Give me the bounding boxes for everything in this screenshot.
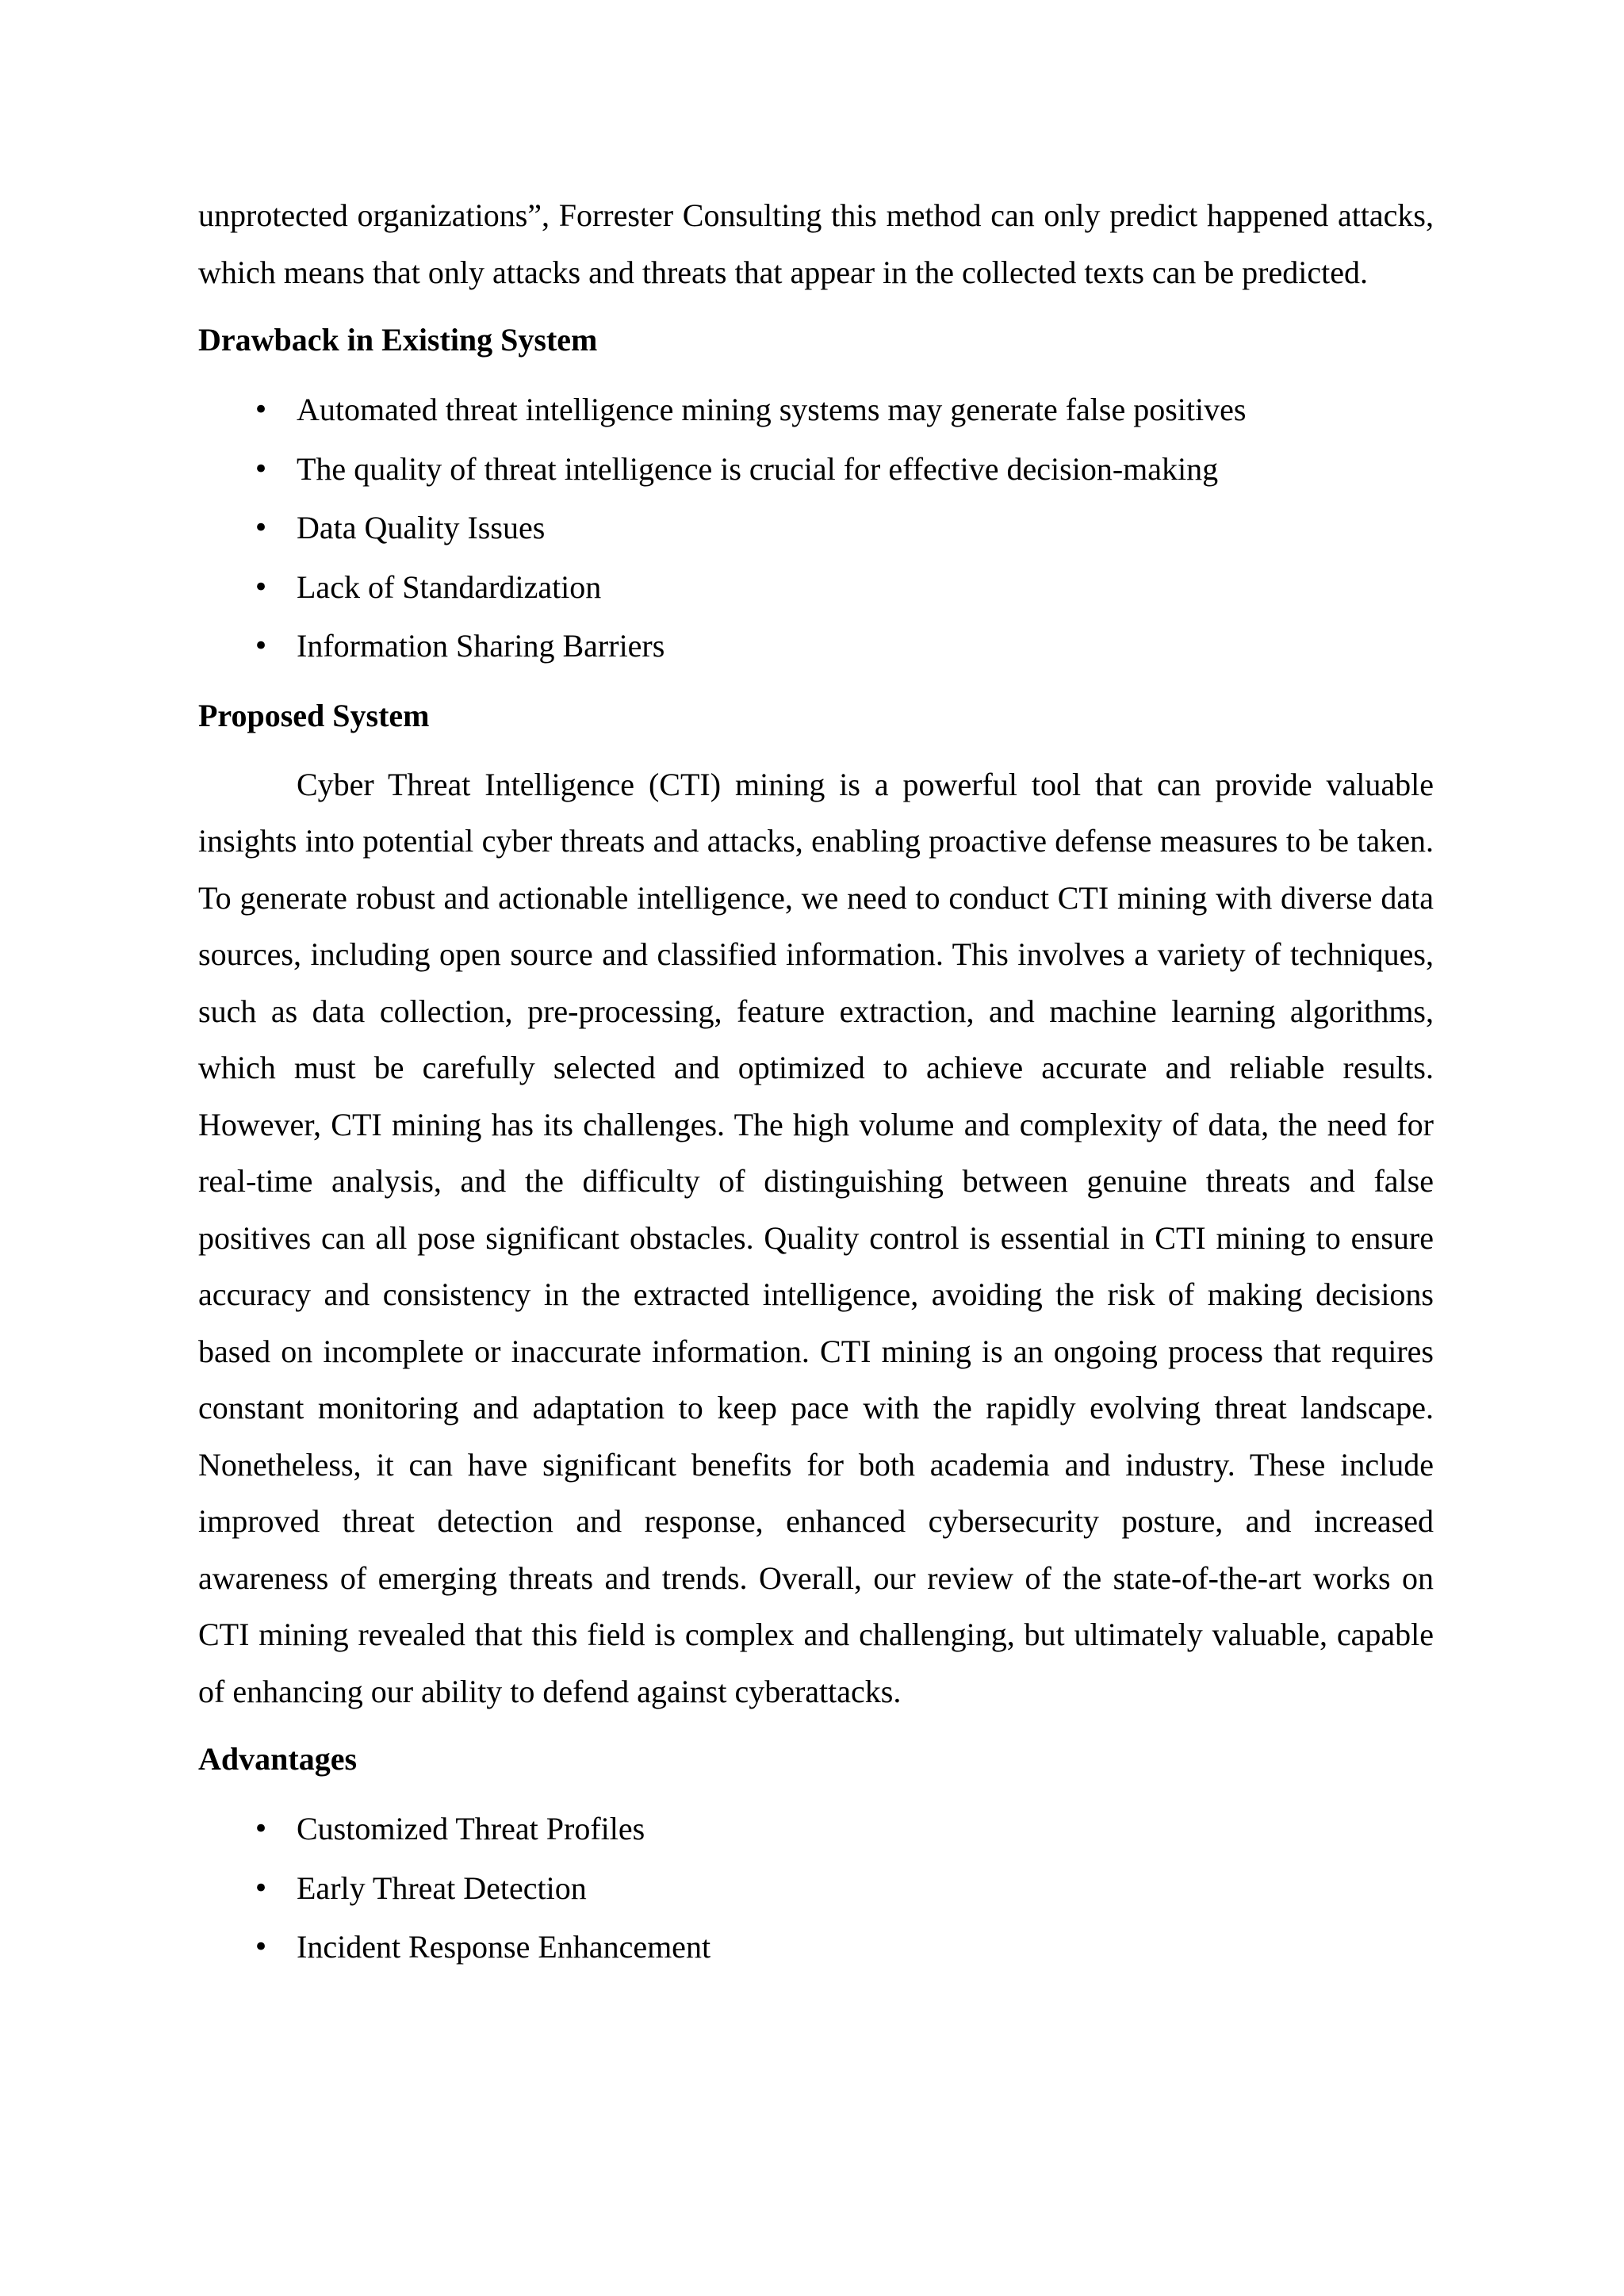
list-item-text: The quality of threat intelligence is crucial for effective decision-making	[297, 450, 1219, 487]
list-item	[198, 440, 1434, 499]
bullet-icon: •	[252, 630, 270, 662]
page-content	[198, 187, 1434, 1977]
bullet-icon: •	[252, 1931, 270, 1963]
bullet-icon: •	[252, 1872, 270, 1904]
drawback-list	[198, 381, 1434, 676]
list-item-text: Data Quality Issues	[297, 510, 546, 545]
bullet-icon: •	[252, 1813, 270, 1845]
list-item-text: Lack of Standardization	[297, 568, 602, 605]
list-item	[198, 1918, 1434, 1977]
list-item	[198, 499, 1434, 558]
drawback-heading: Drawback in Existing System	[198, 322, 598, 358]
list-item	[198, 1800, 1434, 1859]
proposed-heading: Proposed System	[198, 697, 430, 733]
bullet-icon: •	[252, 571, 270, 603]
list-item	[198, 558, 1434, 618]
bullet-icon: •	[252, 394, 270, 426]
list-item	[198, 1859, 1434, 1919]
list-item	[198, 381, 1434, 440]
proposed-paragraph: Cyber Threat Intelligence (CTI) mining is a powerful tool that can provide valuable insights into potential cyber threats and attacks, enabling proactive defense measures to be taken. To generate robust and actionable intelligence, we need to conduct CTI mining with diverse data sources, including open source and classified information. This involves a variety of techniques, such as data collection, pre-processing, feature extraction, and machine learning algorithms, which must be carefully selected and optimized to achieve accurate and reliable results. However, CTI mining has its challenges. The high volume and complexity of data, the need for real-time analysis, and the difficulty of distinguishing between genuine threats and false positives can all pose significant obstacles. Quality control is essential in CTI mining to ensure accuracy and consistency in the extracted intelligence, avoiding the risk of making decisions based on incomplete or inaccurate information. CTI mining is an ongoing process that requires constant monitoring and adaptation to keep pace with the rapidly evolving threat landscape. Nonetheless, it can have significant benefits for both academia and industry. These include improved threat detection and response, enhanced cybersecurity posture, and increased awareness of emerging threats and trends. Overall, our review of the state-of-the-art works on CTI mining revealed that this field is complex and challenging, but ultimately valuable, capable of enhancing our ability to defend against cyberattacks.	[198, 766, 1434, 1709]
list-item	[198, 617, 1434, 676]
list-item-text: Incident Response Enhancement	[297, 1929, 711, 1965]
list-item-text: Automated threat intelligence mining systems may generate false positives	[297, 392, 1247, 427]
list-item-text: Customized Threat Profiles	[297, 1811, 645, 1846]
list-item-text: Information Sharing Barriers	[297, 628, 665, 664]
bullet-icon: •	[252, 512, 270, 544]
advantages-list	[198, 1800, 1434, 1977]
advantages-heading: Advantages	[198, 1741, 358, 1777]
bullet-icon: •	[252, 453, 270, 485]
intro-paragraph: unprotected organizations”, Forrester Consulting this method can only predict happened attacks, which means that only attacks and threats that appear in the collected texts can be predicted.	[198, 197, 1434, 290]
list-item-text: Early Threat Detection	[297, 1869, 587, 1906]
